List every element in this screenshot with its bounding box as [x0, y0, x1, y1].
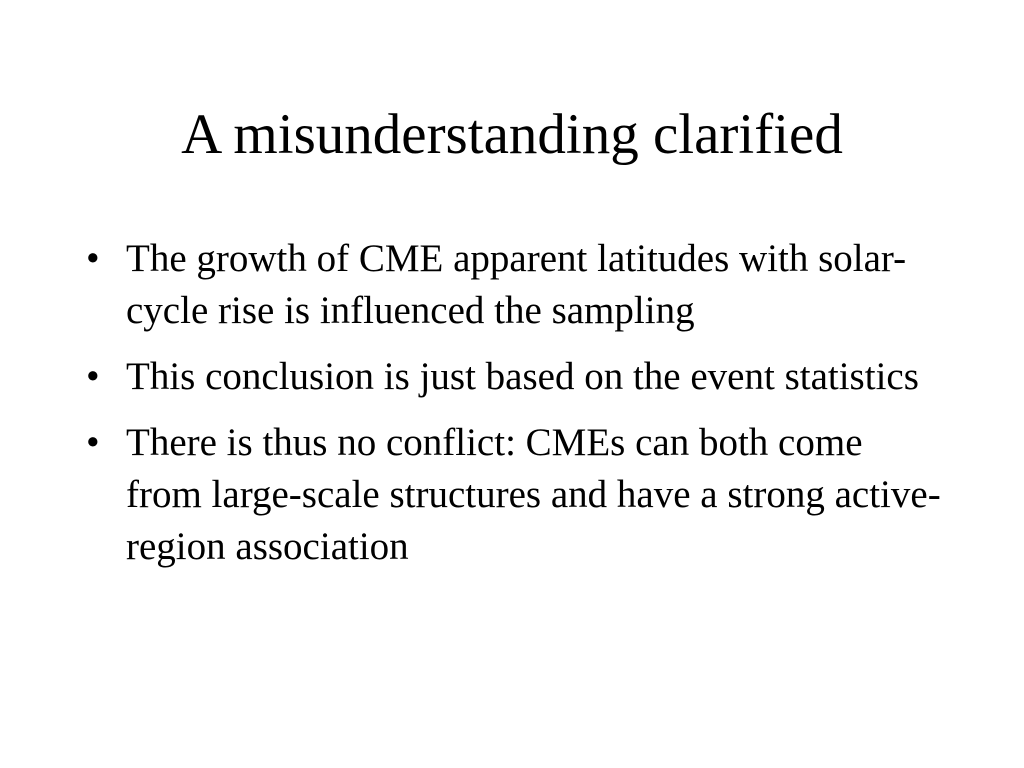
bullet-item — [86, 233, 946, 337]
bullet-text: This conclusion is just based on the event statistics — [126, 355, 919, 398]
slide-title: A misunderstanding clarified — [181, 103, 843, 166]
bullet-icon: • — [86, 355, 100, 398]
bullet-item — [86, 351, 946, 403]
bullet-icon: • — [86, 237, 100, 280]
bullet-icon: • — [86, 421, 100, 464]
bullet-text: The growth of CME apparent latitudes with solar-cycle rise is influenced the sampling — [126, 237, 907, 332]
bullet-text: There is thus no conflict: CMEs can both come from large-scale structures and have a strong active-region association — [126, 421, 941, 568]
bullet-item — [86, 417, 946, 573]
bullet-list — [86, 233, 946, 587]
